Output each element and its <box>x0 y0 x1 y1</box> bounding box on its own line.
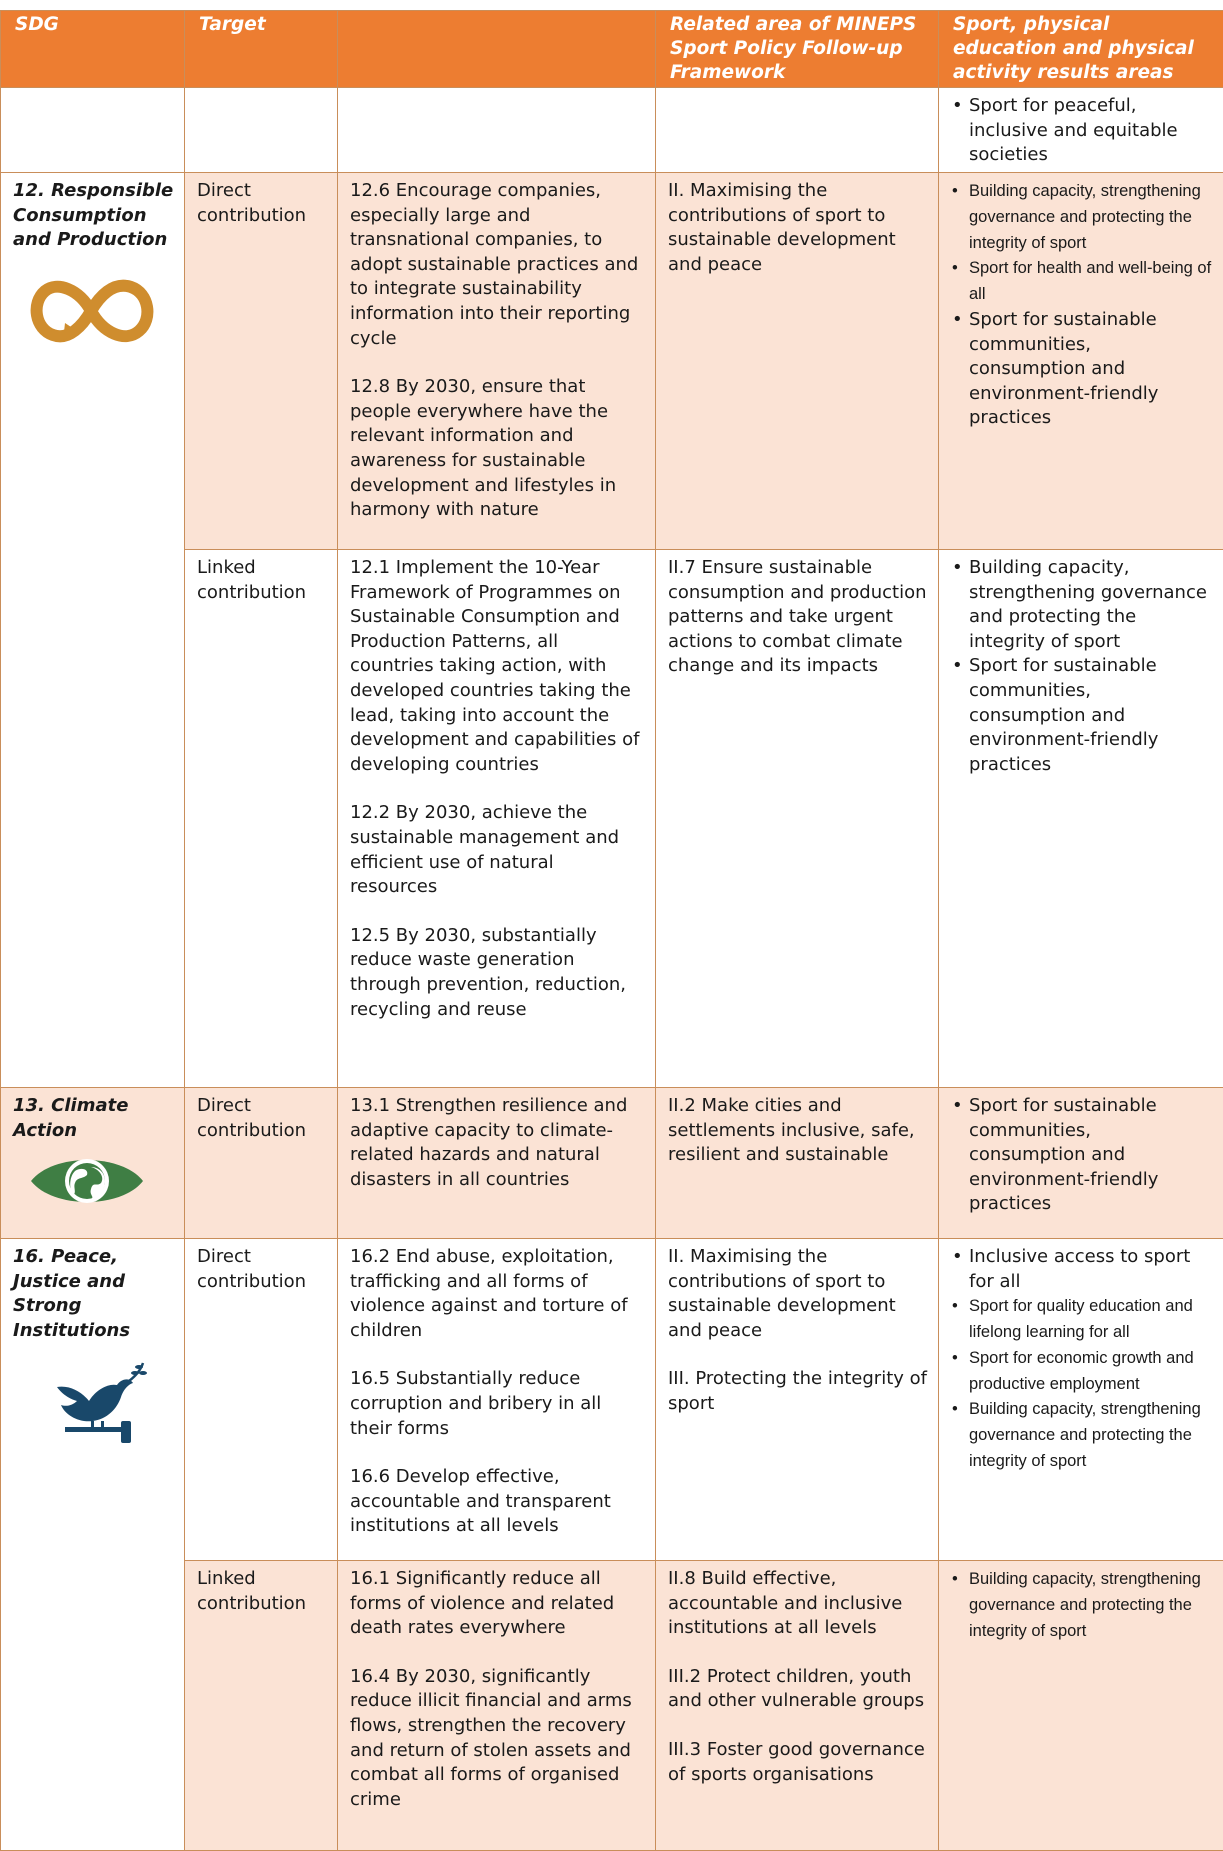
contribution-cell <box>185 88 338 173</box>
target-text: 13.1 Strengthen resilience and adaptive capacity to climate-related hazards and natural disasters in all countries <box>350 1094 645 1192</box>
mineps-area-text: II.2 Make cities and settlements inclusive, safe, resilient and sustainable <box>668 1094 928 1168</box>
results-list <box>951 94 1213 168</box>
contribution-cell: Direct contribution <box>185 173 338 550</box>
results-list <box>951 1567 1213 1644</box>
result-area-item: • Building capacity, strengthening governance and protecting the integrity of sport <box>951 179 1213 256</box>
table-row <box>1 550 1223 1088</box>
mineps-area-text: II.8 Build effective, accountable and inclusive institutions at all levels <box>668 1567 928 1641</box>
sdg-title: 12. Responsible Consumption and Production <box>13 179 174 253</box>
contribution-cell: Linked contribution <box>185 1561 338 1851</box>
table-row <box>1 1561 1223 1851</box>
contribution-cell: Direct contribution <box>185 1088 338 1239</box>
target-text: 16.5 Substantially reduce corruption and bribery in all their forms <box>350 1367 645 1441</box>
mineps-area-text: III.3 Foster good governance of sports organisations <box>668 1738 928 1787</box>
results-list <box>951 1094 1213 1217</box>
sdg-cell <box>1 173 185 1088</box>
target-text: 16.4 By 2030, significantly reduce illicit financial and arms flows, strengthen the recovery and return of stolen assets and combat all forms of organised crime <box>350 1665 645 1813</box>
result-area-item: • Sport for peaceful, inclusive and equitable societies <box>951 94 1213 168</box>
mineps-cell <box>656 550 939 1088</box>
dove-gavel-icon <box>13 1361 174 1453</box>
targets-cell <box>338 88 656 173</box>
results-list <box>951 1245 1213 1475</box>
targets-cell <box>338 173 656 550</box>
target-text: 16.6 Develop effective, accountable and transparent institutions at all levels <box>350 1465 645 1539</box>
results-list <box>951 179 1213 431</box>
sdg-cell <box>1 88 185 173</box>
target-text: 12.8 By 2030, ensure that people everywhere have the relevant information and awareness for sustainable development and lifestyles in harmony with nature <box>350 375 645 523</box>
mineps-area-text: III. Protecting the integrity of sport <box>668 1367 928 1416</box>
result-area-item: • Sport for sustainable communities, consumption and environment-friendly practices <box>951 654 1213 777</box>
results-cell <box>939 550 1223 1088</box>
sdg-cell <box>1 1088 185 1239</box>
sdg-title: 13. Climate Action <box>13 1094 174 1143</box>
results-cell <box>939 88 1223 173</box>
sdg-cell <box>1 1239 185 1851</box>
results-cell <box>939 173 1223 550</box>
target-text: 12.6 Encourage companies, especially large and transnational companies, to adopt sustainable practices and to integrate sustainability information into their reporting cycle <box>350 179 645 351</box>
earth-eye-icon <box>13 1149 174 1221</box>
header-sdg: SDG <box>1 11 185 88</box>
target-text: 12.5 By 2030, substantially reduce waste generation through prevention, reduction, recycling and reuse <box>350 924 645 1022</box>
result-area-item: • Sport for sustainable communities, consumption and environment-friendly practices <box>951 308 1213 431</box>
header-target-text <box>338 11 656 88</box>
target-text: 12.1 Implement the 10-Year Framework of Programmes on Sustainable Consumption and Production Patterns, all countries taking action, with developed countries taking the lead, taking into account the development and capabilities of developing countries <box>350 556 645 777</box>
table-header-row <box>1 11 1223 88</box>
results-list <box>951 556 1213 777</box>
sdg-contribution-table <box>0 10 1223 1851</box>
target-text: 16.2 End abuse, exploitation, trafficking and all forms of violence against and torture of children <box>350 1245 645 1343</box>
mineps-area-text: II.7 Ensure sustainable consumption and production patterns and take urgent actions to combat climate change and its impacts <box>668 556 928 679</box>
header-target: Target <box>185 11 338 88</box>
result-area-item: • Building capacity, strengthening governance and protecting the integrity of sport <box>951 1397 1213 1474</box>
table-row <box>1 173 1223 550</box>
mineps-area-text: II. Maximising the contributions of sport to sustainable development and peace <box>668 1245 928 1343</box>
table-row <box>1 1088 1223 1239</box>
result-area-item: • Building capacity, strengthening governance and protecting the integrity of sport <box>951 556 1213 654</box>
mineps-area-text: III.2 Protect children, youth and other vulnerable groups <box>668 1665 928 1714</box>
targets-cell <box>338 550 656 1088</box>
mineps-cell <box>656 173 939 550</box>
sdg-title: 16. Peace, Justice and Strong Institutions <box>13 1245 174 1343</box>
target-text: 16.1 Significantly reduce all forms of violence and related death rates everywhere <box>350 1567 645 1641</box>
result-area-item: • Inclusive access to sport for all <box>951 1245 1213 1294</box>
targets-cell <box>338 1088 656 1239</box>
targets-cell <box>338 1239 656 1561</box>
result-area-item: • Sport for economic growth and productive employment <box>951 1346 1213 1398</box>
contribution-cell: Direct contribution <box>185 1239 338 1561</box>
infinity-arrow-icon <box>13 271 174 359</box>
mineps-cell <box>656 1561 939 1851</box>
target-text: 12.2 By 2030, achieve the sustainable management and efficient use of natural resources <box>350 801 645 899</box>
results-cell <box>939 1561 1223 1851</box>
targets-cell <box>338 1561 656 1851</box>
table-row <box>1 1239 1223 1561</box>
mineps-cell <box>656 88 939 173</box>
header-results: Sport, physical education and physical activity results areas <box>939 11 1223 88</box>
results-cell <box>939 1239 1223 1561</box>
mineps-cell <box>656 1239 939 1561</box>
mineps-cell <box>656 1088 939 1239</box>
result-area-item: • Sport for sustainable communities, consumption and environment-friendly practices <box>951 1094 1213 1217</box>
table-row <box>1 88 1223 173</box>
contribution-cell: Linked contribution <box>185 550 338 1088</box>
mineps-area-text: II. Maximising the contributions of sport to sustainable development and peace <box>668 179 928 277</box>
result-area-item: • Building capacity, strengthening governance and protecting the integrity of sport <box>951 1567 1213 1644</box>
header-mineps: Related area of MINEPS Sport Policy Follow-up Framework <box>656 11 939 88</box>
result-area-item: • Sport for quality education and lifelong learning for all <box>951 1294 1213 1346</box>
result-area-item: • Sport for health and well-being of all <box>951 256 1213 308</box>
results-cell <box>939 1088 1223 1239</box>
